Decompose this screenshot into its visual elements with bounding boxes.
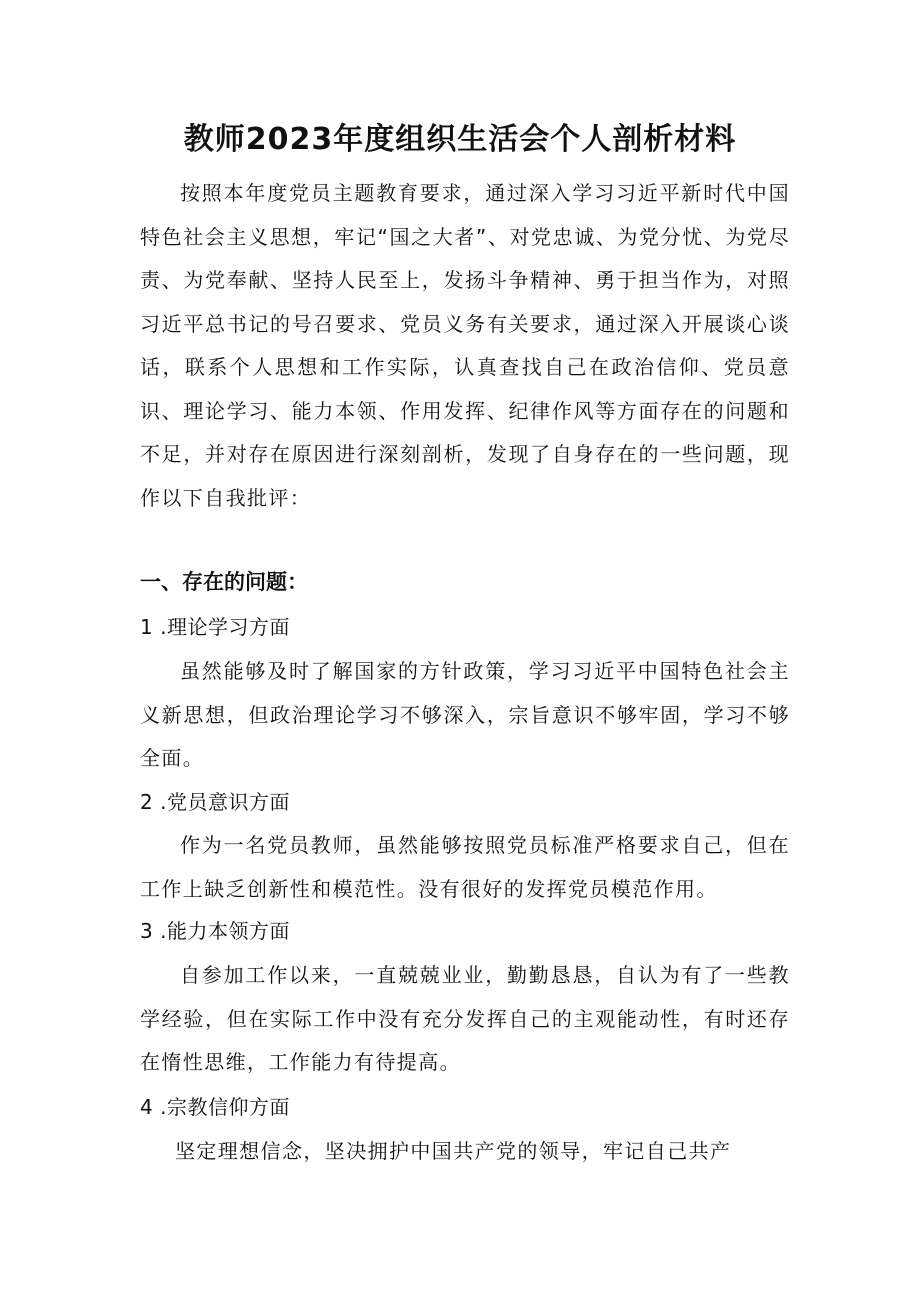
item-paragraph-party-awareness: 作为一名党员教师，虽然能够按照党员标准严格要求自己，但在工作上缺乏创新性和模范性。没有很好的发挥党员模范作用。 — [140, 833, 790, 901]
item-heading-theory-study: 1 .理论学习方面 — [140, 615, 290, 639]
document-title: 教师2023年度组织生活会个人剖析材料 — [183, 122, 737, 157]
item-paragraph-theory-study: 虽然能够及时了解国家的方针政策，学习习近平中国特色社会主义新思想，但政治理论学习不够深入，宗旨意识不够牢固，学习不够全面。 — [140, 659, 790, 770]
item-heading-ability: 3 .能力本领方面 — [140, 919, 290, 943]
section-heading-problems: 一、存在的问题： — [140, 570, 308, 594]
item-paragraph-ability: 自参加工作以来，一直兢兢业业，勤勤恳恳，自认为有了一些教学经验，但在实际工作中没有充分发挥自己的主观能动性，有时还存在惰性思维，工作能力有待提高。 — [140, 963, 790, 1074]
item-paragraph-belief: 坚定理想信念，坚决拥护中国共产党的领导，牢记自己共产 — [175, 1139, 732, 1163]
intro-paragraph: 按照本年度党员主题教育要求，通过深入学习习近平新时代中国特色社会主义思想，牢记“国之大者”、对党忠诚、为党分忧、为党尽责、为党奉献、坚持人民至上，发扬斗争精神、勇于担当作为，对照习近平总书记的号召要求、党员义务有关要求，通过深入开展谈心谈话，联系个人思想和工作实际，认真查找自己在政治信仰、党员意识、理论学习、能力本领、作用发挥、纪律作风等方面存在的问题和不足，并对存在原因进行深刻剖析，发现了自身存在的一些问题，现作以下自我批评： — [140, 181, 790, 510]
item-heading-belief: 4 .宗教信仰方面 — [140, 1095, 290, 1119]
item-heading-party-awareness: 2 .党员意识方面 — [140, 790, 290, 814]
